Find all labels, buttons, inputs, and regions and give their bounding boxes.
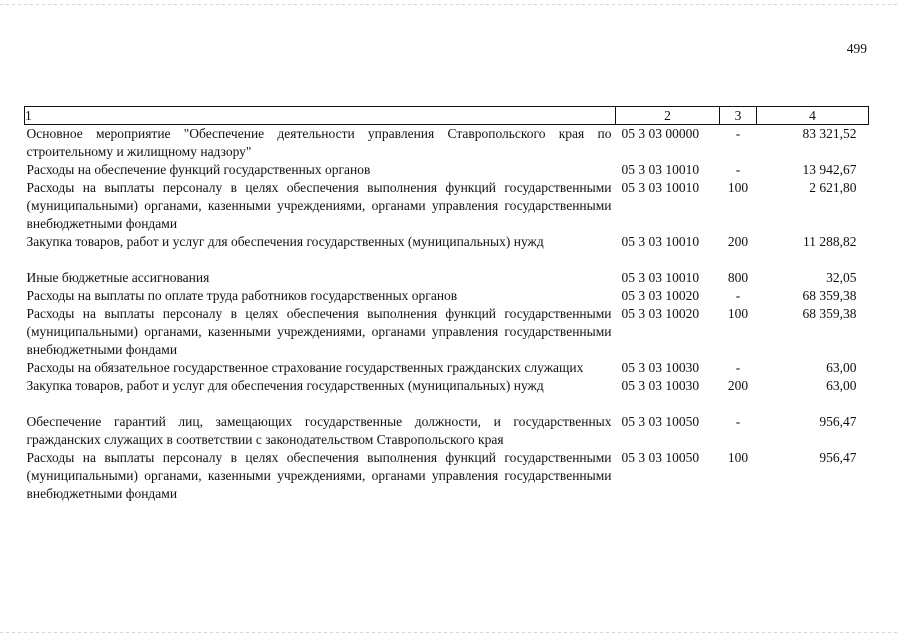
row-code: 05 3 03 10030: [621, 360, 700, 375]
header-cell-code: 2: [616, 107, 720, 125]
row-code: 05 3 03 10050: [621, 414, 700, 429]
row-name: Иные бюджетные ассигнования: [26, 270, 210, 285]
row-code: 05 3 03 10010: [621, 162, 700, 177]
row-amount: 83 321,52: [802, 126, 857, 141]
row-amount: 956,47: [819, 414, 857, 429]
row-amount: 32,05: [826, 270, 857, 285]
row-type: 200: [727, 234, 749, 249]
scan-edge-top: [0, 4, 897, 5]
row-code: 05 3 03 10010: [621, 180, 700, 195]
row-amount: 63,00: [826, 360, 857, 375]
spacer-row: [25, 251, 869, 269]
row-type: 200: [727, 378, 749, 393]
row-name: Основное мероприятие "Обеспечение деятельности управления Ставропольского края по строительному и жилищному надзору": [26, 126, 612, 159]
row-name: Обеспечение гарантий лиц, замещающих государственные должности, и государственных гражданских служащих в соответствии с законодательством Ставропольского края: [26, 414, 612, 447]
table-row: [25, 161, 869, 179]
spacer-row: [25, 395, 869, 413]
budget-table: [24, 106, 869, 503]
scan-edge-bottom: [0, 632, 897, 633]
table-row: [25, 179, 869, 233]
table-row: [25, 377, 869, 395]
row-name: Расходы на выплаты персоналу в целях обеспечения выполнения функций государственными (муниципальными) органами, казенными учреждениями, органами управления государственными внебюджетными фондами: [26, 306, 612, 357]
row-type: 100: [727, 180, 749, 195]
row-amount: 68 359,38: [802, 288, 857, 303]
table-row: [25, 449, 869, 503]
table-row: [25, 413, 869, 449]
row-name: Расходы на выплаты по оплате труда работников государственных органов: [26, 288, 458, 303]
row-type: -: [735, 126, 741, 141]
row-type: -: [735, 360, 741, 375]
table-row: [25, 287, 869, 305]
row-type: 800: [727, 270, 749, 285]
row-name: Расходы на выплаты персоналу в целях обеспечения выполнения функций государственными (муниципальными) органами, казенными учреждениями, органами управления государственными внебюджетными фондами: [26, 450, 612, 501]
row-type: -: [735, 414, 741, 429]
spacer-cell: [25, 251, 869, 269]
table-row: [25, 305, 869, 359]
row-amount: 68 359,38: [802, 306, 857, 321]
table-row: [25, 125, 869, 162]
row-code: 05 3 03 10050: [621, 450, 700, 465]
table-row: [25, 269, 869, 287]
row-amount: 11 288,82: [803, 234, 857, 249]
table-row: [25, 233, 869, 251]
page-number: 499: [846, 41, 867, 56]
row-type: 100: [727, 306, 749, 321]
header-cell-name: 1: [25, 107, 616, 125]
row-code: 05 3 03 10030: [621, 378, 700, 393]
row-amount: 956,47: [819, 450, 857, 465]
header-cell-amount: 4: [757, 107, 869, 125]
row-code: 05 3 03 10010: [621, 270, 700, 285]
row-name: Расходы на выплаты персоналу в целях обеспечения выполнения функций государственными (муниципальными) органами, казенными учреждениями, органами управления государственными внебюджетными фондами: [26, 180, 612, 231]
row-code: 05 3 03 10020: [621, 288, 700, 303]
row-name: Расходы на обязательное государственное страхование государственных гражданских служащих: [26, 360, 584, 375]
row-code: 05 3 03 00000: [621, 126, 700, 141]
row-amount: 13 942,67: [802, 162, 857, 177]
row-amount: 2 621,80: [809, 180, 857, 195]
row-code: 05 3 03 10010: [621, 234, 700, 249]
spacer-cell: [25, 395, 869, 413]
row-name: Закупка товаров, работ и услуг для обеспечения государственных (муниципальных) нужд: [26, 234, 544, 249]
row-code: 05 3 03 10020: [621, 306, 700, 321]
row-name: Расходы на обеспечение функций государственных органов: [26, 162, 371, 177]
header-cell-type: 3: [720, 107, 757, 125]
row-type: 100: [727, 450, 749, 465]
table-row: [25, 359, 869, 377]
row-type: -: [735, 288, 741, 303]
row-type: -: [735, 162, 741, 177]
row-amount: 63,00: [826, 378, 857, 393]
row-name: Закупка товаров, работ и услуг для обеспечения государственных (муниципальных) нужд: [26, 378, 544, 393]
header-row: [25, 107, 869, 125]
